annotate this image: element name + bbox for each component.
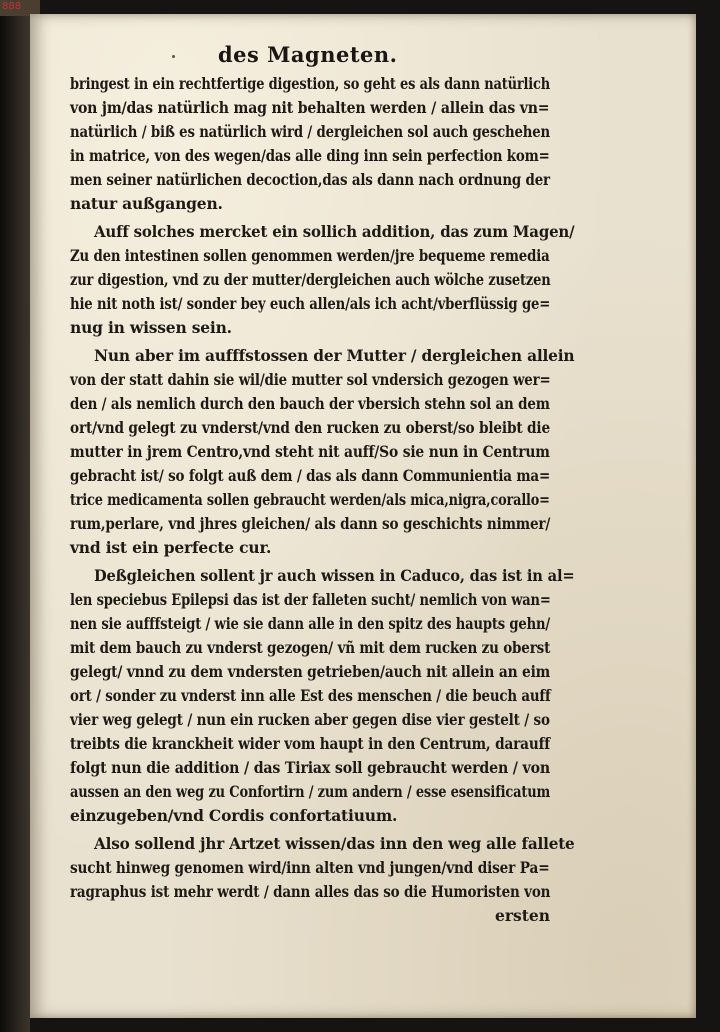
catchword: ersten	[494, 906, 550, 925]
text-line: men seiner natürlichen decoction,das als dann nach ordnung der	[70, 170, 550, 189]
text-line: vnd ist ein perfecte cur.	[70, 538, 272, 557]
text-line: Zu den intestinen sollen genommen werden/jre bequeme remedia	[70, 246, 550, 265]
text-line: Deßgleichen sollent jr auch wissen in Caduco, das ist in al=	[94, 566, 575, 585]
text-line: ragraphus ist mehr werdt / dann alles das so die Humoristen von	[70, 882, 551, 901]
text-line: Also sollend jhr Artzet wissen/das inn den weg alle fallete	[94, 834, 575, 853]
text-line: einzugeben/vnd Cordis confortatiuum.	[70, 806, 398, 825]
text-line: gelegt/ vnnd zu dem vndersten getrieben/auch nit allein an eim	[70, 662, 551, 681]
text-line: folgt nun die addition / das Tiriax soll gebraucht werden / von	[70, 758, 550, 777]
running-head: des Magneten.	[218, 42, 398, 67]
text-line: aussen an den weg zu Confortirn / zum andern / esse esensificatum	[70, 782, 551, 801]
page-marker: 888	[2, 1, 22, 12]
text-line: nen sie aufffsteigt / wie sie dann alle in den spitz des haupts gehn/	[70, 614, 550, 633]
text-line: ort/vnd gelegt zu vnderst/vnd den rucken zu oberst/so bleibt die	[70, 418, 550, 437]
text-line: rum,perlare, vnd jhres gleichen/ als dann so geschichts nimmer/	[70, 514, 551, 533]
text-line: von der statt dahin sie wil/die mutter sol vndersich gezogen wer=	[70, 370, 551, 389]
text-line: ort / sonder zu vnderst inn alle Est des menschen / die beuch auff	[70, 686, 551, 705]
text-line: len speciebus Epilepsi das ist der falleten sucht/ nemlich von wan=	[70, 590, 551, 609]
text-line: bringest in ein rechtfertige digestion, so geht es als dann natürlich	[70, 74, 551, 93]
text-line: mutter in jrem Centro,vnd steht nit auff/So sie nun in Centrum	[70, 442, 550, 461]
text-line: den / als nemlich durch den bauch der vbersich stehn sol an dem	[70, 394, 550, 413]
text-line: vier weg gelegt / nun ein rucken aber gegen dise vier gestelt / so	[70, 710, 550, 729]
text-line: natur außgangen.	[70, 194, 223, 213]
text-line: trice medicamenta sollen gebraucht werden/als mica,nigra,corallo=	[70, 490, 550, 509]
text-line: mit dem bauch zu vnderst gezogen/ vñ mit dem rucken zu oberst	[70, 638, 551, 657]
text-line: zur digestion, vnd zu der mutter/dergleichen auch wölche zusetzen	[70, 270, 551, 289]
text-line: natürlich / biß es natürlich wird / dergleichen sol auch geschehen	[70, 122, 551, 141]
text-line: Auff solches mercket ein sollich addition, das zum Magen/	[94, 222, 575, 241]
text-line: nug in wissen sein.	[70, 318, 232, 337]
text-line: treibts die kranckheit wider vom haupt in den Centrum, darauff	[70, 734, 551, 753]
text-line: von jm/das natürlich mag nit behalten werden / allein das vn=	[70, 98, 550, 117]
text-line: gebracht ist/ so folgt auß dem / das als dann Communientia ma=	[70, 466, 551, 485]
text-line: in matrice, von des wegen/das alle ding inn sein perfection kom=	[70, 146, 550, 165]
text-line: Nun aber im aufffstossen der Mutter / dergleichen allein	[94, 346, 575, 365]
text-line: hie nit noth ist/ sonder bey euch allen/als ich acht/vberflüssig ge=	[70, 294, 551, 313]
text-line: sucht hinweg genomen wird/inn alten vnd jungen/vnd diser Pa=	[70, 858, 550, 877]
